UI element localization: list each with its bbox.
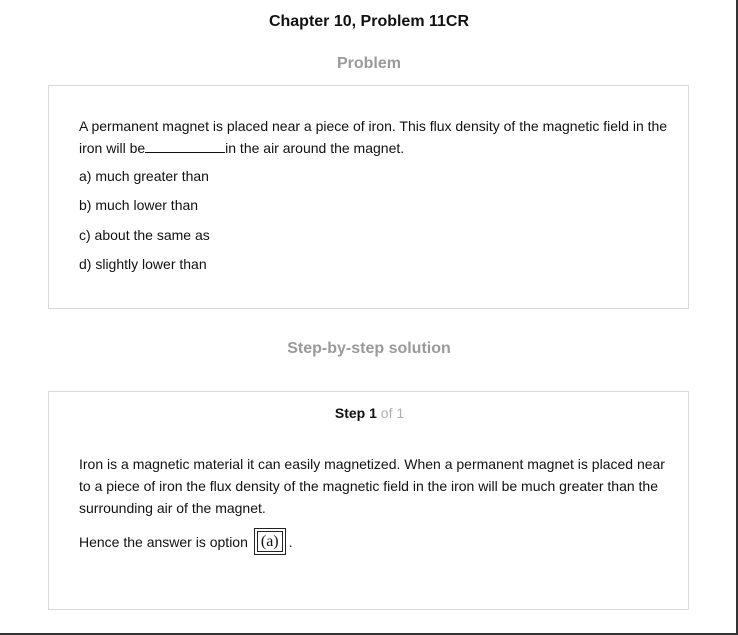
step-total: of 1 xyxy=(380,405,405,421)
step-number: 1 xyxy=(369,405,377,421)
solution-explanation: Iron is a magnetic material it can easily magnetized. When a permanent magnet is placed near to a piece of iron the flux density of the magnetic field in the iron will be much greater than the surrounding air of the magnet. xyxy=(79,456,665,516)
answer-box xyxy=(254,528,286,555)
problem-question xyxy=(79,115,669,159)
answer-suffix: . xyxy=(288,533,293,550)
problem-heading: Problem xyxy=(336,55,401,72)
answer-line xyxy=(79,528,293,555)
answer-value: (a) xyxy=(257,531,283,552)
fill-in-blank xyxy=(145,139,225,153)
option-d: d) slightly lower than xyxy=(79,256,207,272)
step-indicator xyxy=(49,405,690,421)
solution-heading: Step-by-step solution xyxy=(287,340,451,357)
answer-prefix: Hence the answer is option xyxy=(79,533,248,550)
option-a: a) much greater than xyxy=(79,168,209,184)
question-text-start: A permanent magnet is placed near a piece of iron. This flux density of the magnetic field in the iron will be xyxy=(79,118,668,156)
step-word: Step xyxy=(334,405,366,421)
option-c: c) about the same as xyxy=(79,227,210,243)
option-b: b) much lower than xyxy=(79,197,199,213)
page-title: Chapter 10, Problem 11CR xyxy=(268,13,470,30)
problem-card xyxy=(48,85,689,309)
solution-card xyxy=(48,391,689,610)
question-text-end: in the air around the magnet. xyxy=(225,140,405,156)
